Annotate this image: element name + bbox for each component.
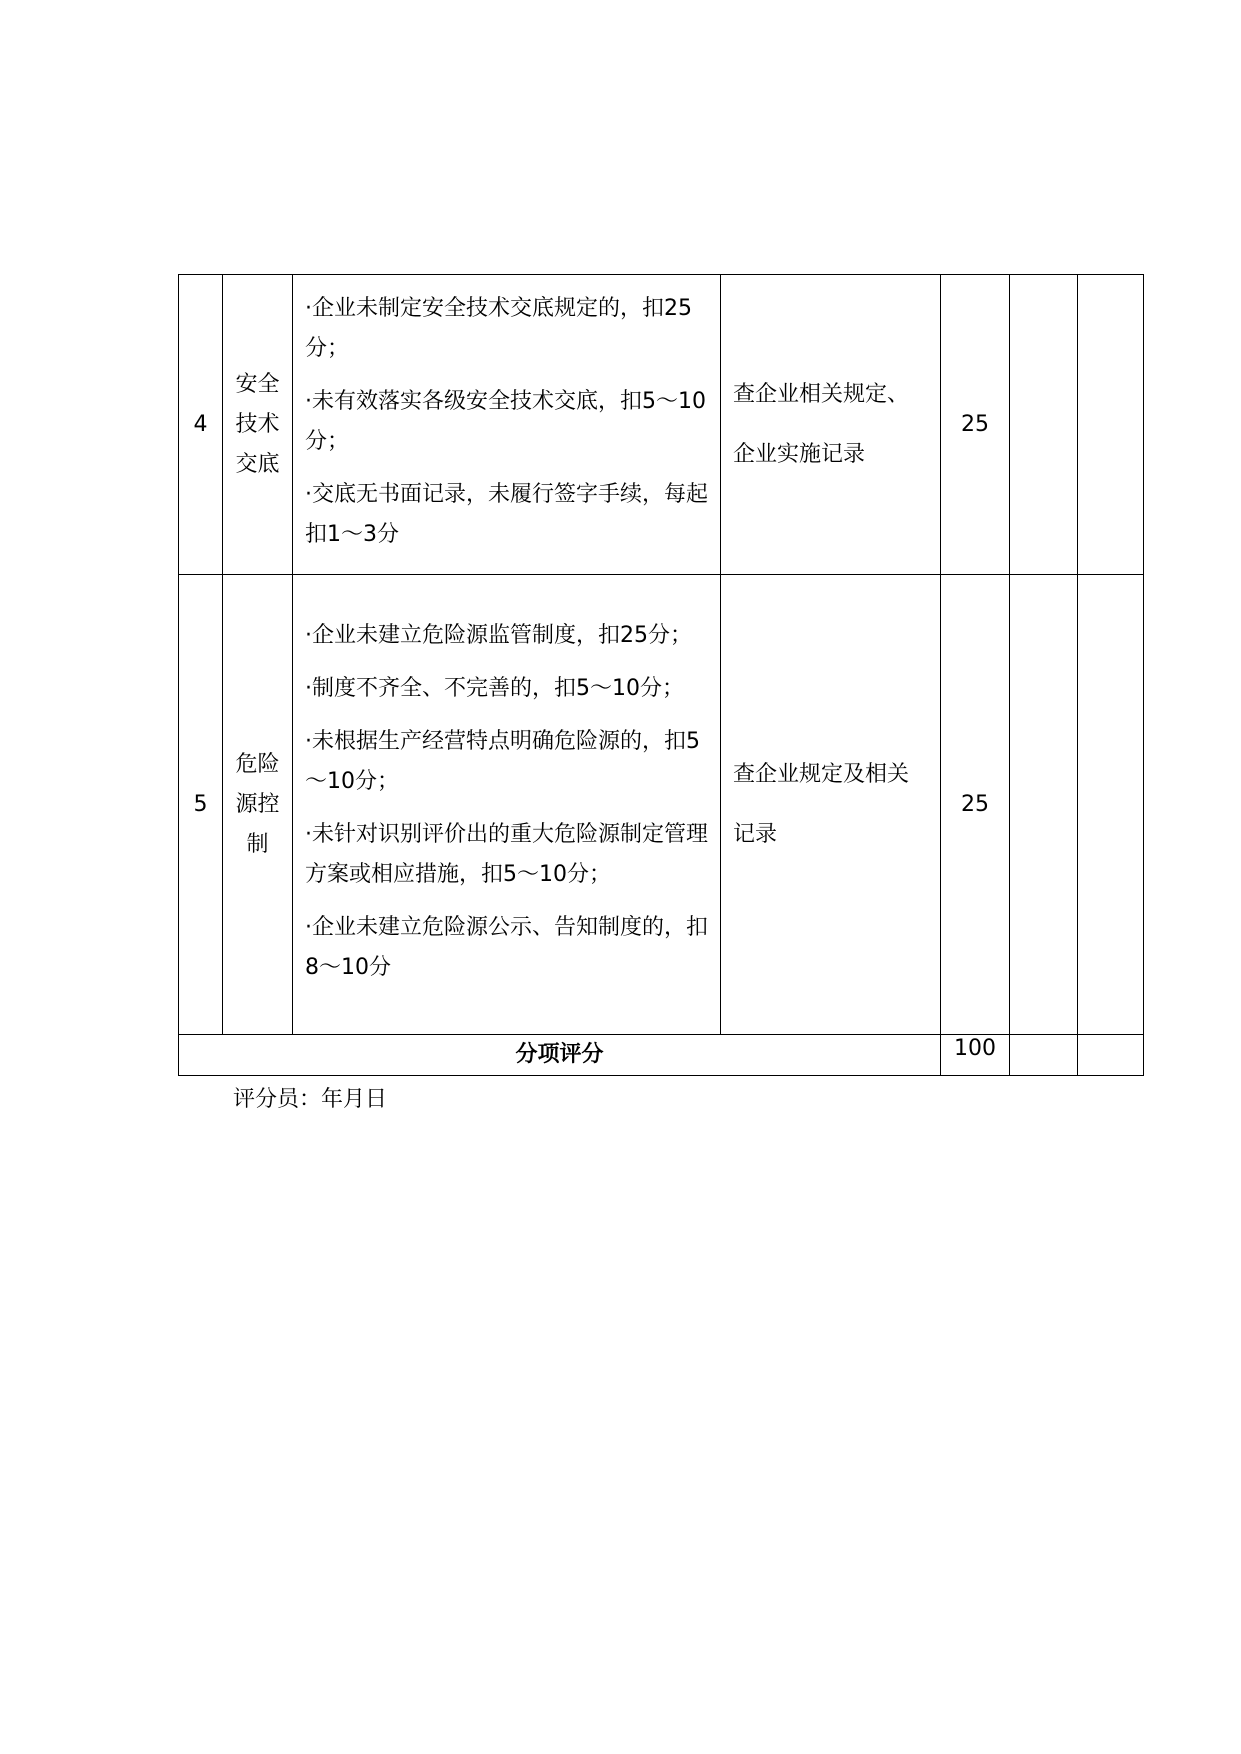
- standard-line: ·企业未制定安全技术交底规定的，扣25分；: [305, 295, 692, 361]
- total-deducted-cell: [1010, 1035, 1078, 1076]
- full-score: 25: [941, 275, 1010, 575]
- deduction-standards: [293, 275, 721, 575]
- total-score: 100: [941, 1035, 1010, 1076]
- row-number: 4: [179, 275, 223, 575]
- check-method: 查企业规定及相关记录: [721, 575, 941, 1035]
- score-sheet: [178, 274, 1144, 1076]
- actual-score-cell: [1078, 275, 1144, 575]
- standard-line: ·企业未建立危险源监管制度，扣25分；: [305, 622, 692, 648]
- standard-line: ·企业未建立危险源公示、告知制度的，扣8～10分: [305, 914, 708, 980]
- total-label: 分项评分: [179, 1035, 941, 1076]
- check-item-cell: [223, 275, 293, 575]
- standard-line: ·未有效落实各级安全技术交底，扣5～10分；: [305, 388, 706, 454]
- row-number: 5: [179, 575, 223, 1035]
- deducted-score-cell: [1010, 575, 1078, 1035]
- full-score: 25: [941, 575, 1010, 1035]
- table-row: [179, 275, 1144, 575]
- actual-score-cell: [1078, 575, 1144, 1035]
- deducted-score-cell: [1010, 275, 1078, 575]
- standard-line: ·未针对识别评价出的重大危险源制定管理方案或相应措施，扣5～10分；: [305, 821, 708, 887]
- standard-line: ·交底无书面记录，未履行签字手续，每起扣1～3分: [305, 481, 708, 547]
- table-row: [179, 575, 1144, 1035]
- total-row: [179, 1035, 1144, 1076]
- standard-line: ·未根据生产经营特点明确危险源的，扣5～10分；: [305, 728, 700, 794]
- check-item: 安全技术交底: [235, 371, 280, 477]
- evaluation-table: [178, 274, 1144, 1076]
- deduction-standards: [293, 575, 721, 1035]
- total-actual-cell: [1078, 1035, 1144, 1076]
- check-item-cell: [223, 575, 293, 1035]
- check-method: 查企业相关规定、企业实施记录: [721, 275, 941, 575]
- scorer-signature-line: 评分员：年月日: [233, 1087, 388, 1112]
- check-item: 危险源控制: [235, 751, 280, 857]
- standard-line: ·制度不齐全、不完善的，扣5～10分；: [305, 675, 684, 701]
